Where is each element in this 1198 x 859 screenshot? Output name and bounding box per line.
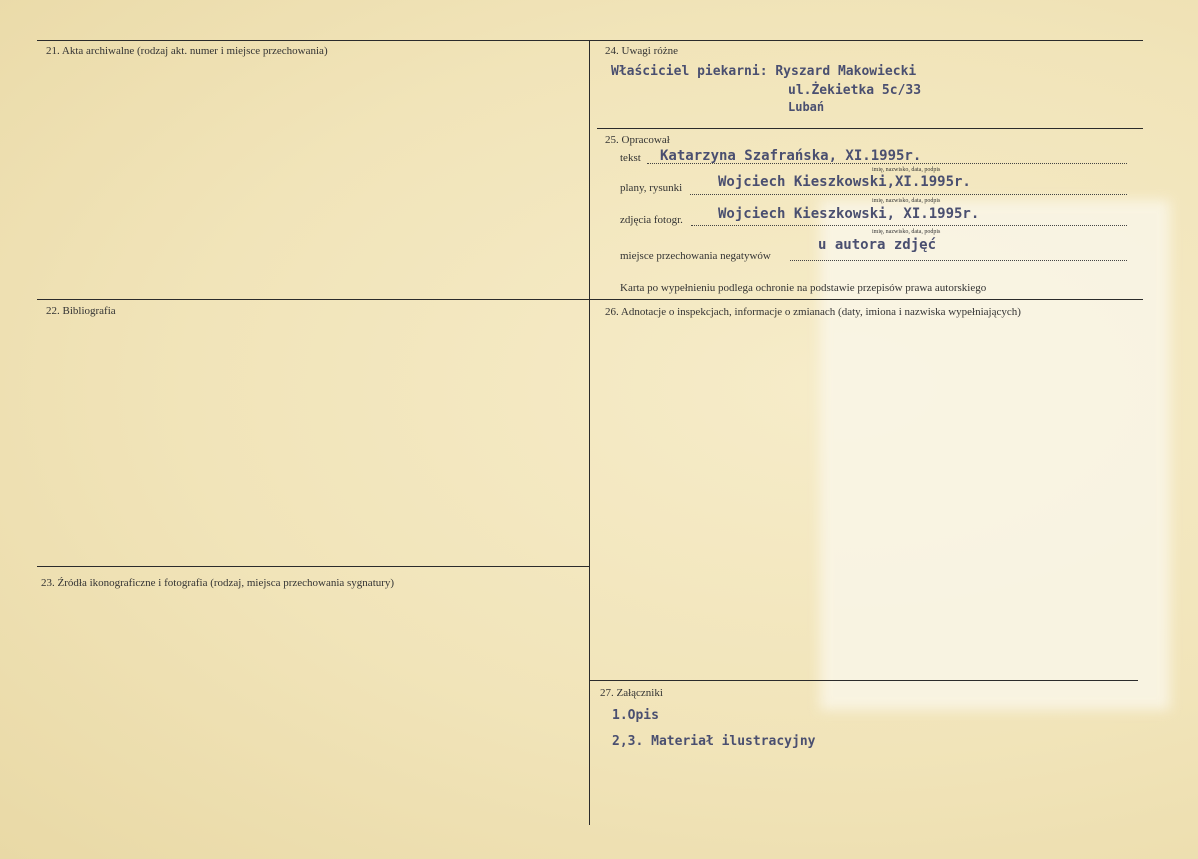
tekst-value: Katarzyna Szafrańska, XI.1995r.: [660, 148, 922, 164]
zdjecia-dotline: [691, 225, 1127, 226]
field-26-label: 26. Adnotacje o inspekcjach, informacje o zmianach (daty, imiona i nazwiska wypełniających): [605, 306, 1021, 318]
remarks-line-2: ul.Żekietka 5c/33: [788, 83, 922, 98]
field-21-label: 21. Akta archiwalne (rodzaj akt. numer i miejsce przechowania): [46, 45, 328, 57]
negatywy-label: miejsce przechowania negatywów: [620, 250, 771, 262]
vertical-divider: [589, 40, 590, 825]
faded-area: [820, 200, 1170, 710]
rule-row-22: [37, 299, 1143, 300]
remarks-line-3: Lubań: [788, 100, 825, 114]
rule-24-25: [597, 128, 1143, 129]
field-23-label: 23. Źródła ikonograficzne i fotografia (rodzaj, miejsca przechowania sygnatury): [41, 577, 395, 589]
field-25-label: 25. Opracował: [605, 134, 670, 146]
field-24-label: 24. Uwagi różne: [605, 45, 679, 57]
attachment-1: 1.Opis: [612, 708, 659, 723]
remarks-line-1: Właściciel piekarni: Ryszard Makowiecki: [611, 64, 917, 79]
attachment-2: 2,3. Materiał ilustracyjny: [612, 734, 816, 749]
rule-22-23: [37, 566, 589, 567]
tekst-hint: imię, nazwisko, data, podpis: [872, 167, 941, 173]
zdjecia-label: zdjęcia fotogr.: [620, 214, 683, 226]
negatywy-dotline: [790, 260, 1127, 261]
plany-label: plany, rysunki: [620, 182, 683, 194]
copyright-note: Karta po wypełnieniu podlega ochronie na podstawie przepisów prawa autorskiego: [620, 282, 987, 294]
rule-26-27: [589, 680, 1138, 681]
tekst-label: tekst: [620, 152, 641, 164]
plany-dotline: [690, 194, 1127, 195]
zdjecia-value: Wojciech Kieszkowski, XI.1995r.: [718, 206, 980, 222]
field-27-label: 27. Załączniki: [600, 687, 663, 699]
plany-value: Wojciech Kieszkowski,XI.1995r.: [718, 174, 971, 190]
plany-hint: imię, nazwisko, data, podpis: [872, 198, 941, 204]
zdjecia-hint: imię, nazwisko, data, podpis: [872, 229, 941, 235]
top-rule: [37, 40, 1143, 41]
field-22-label: 22. Bibliografia: [46, 305, 116, 317]
negatywy-value: u autora zdjęć: [818, 237, 937, 253]
